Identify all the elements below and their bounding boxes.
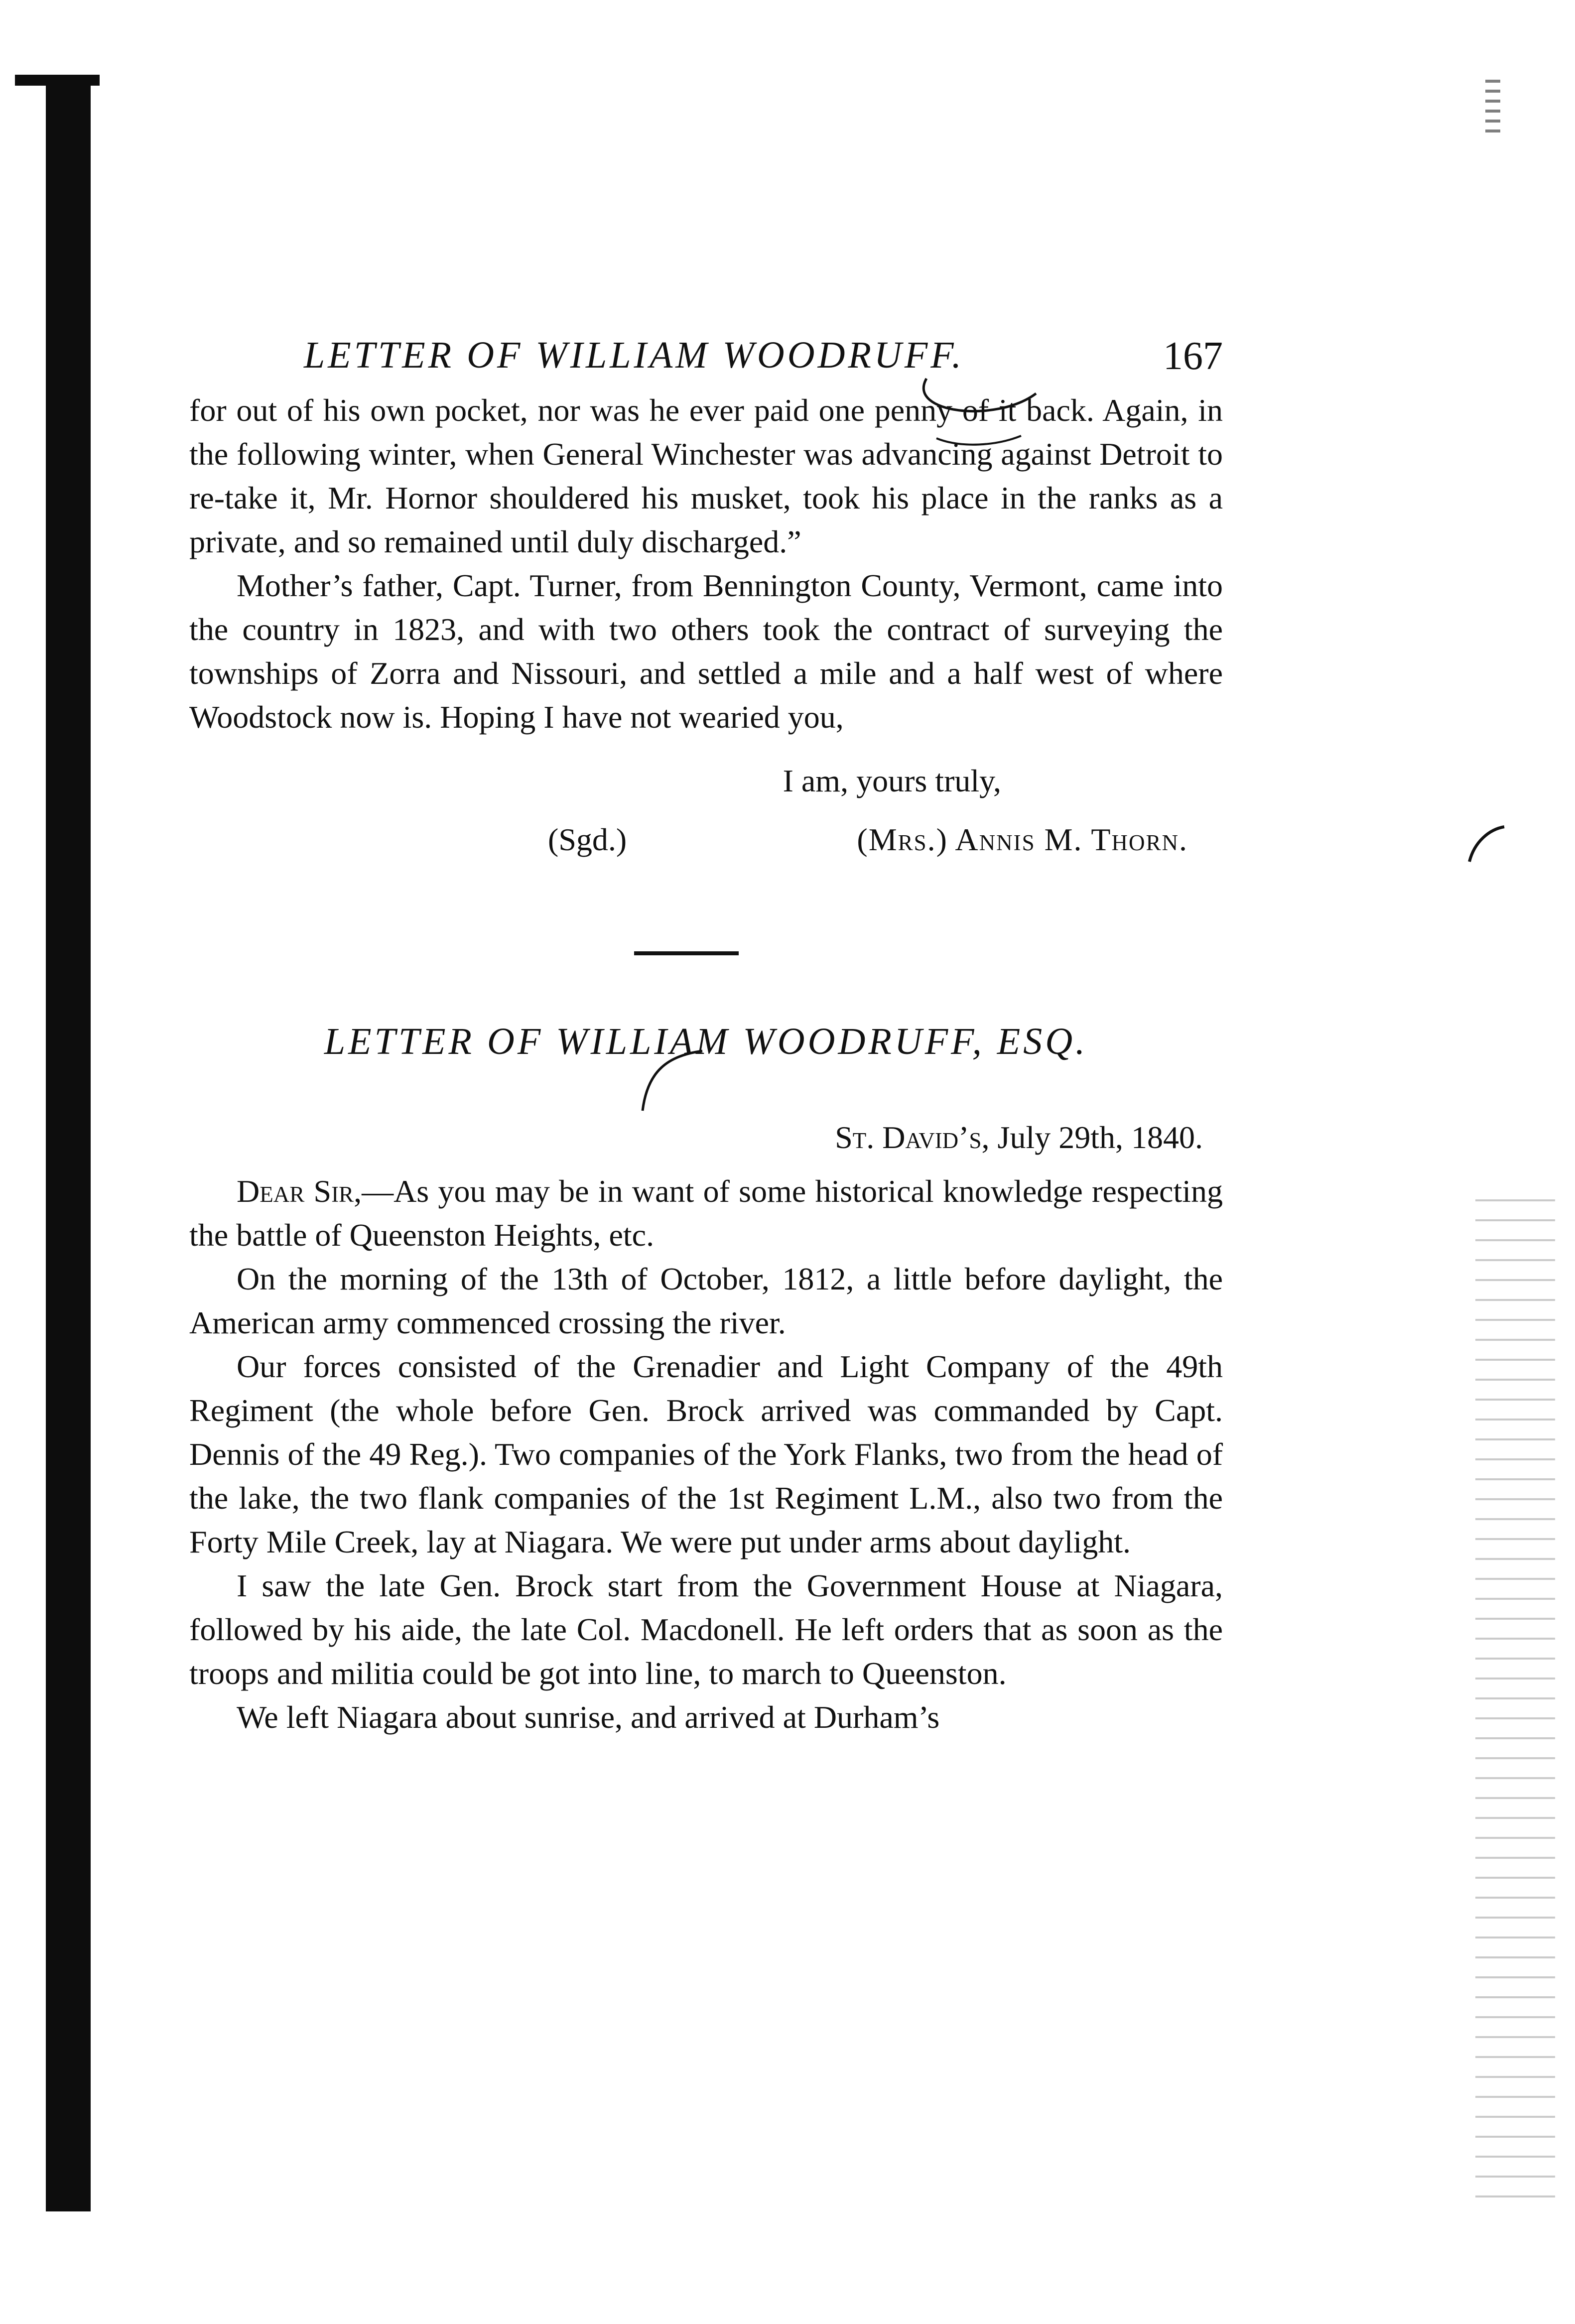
- paragraph: Our forces consisted of the Grenadier and Light Company of the 49th Regiment (the whole before Gen. Brock arrived was commanded by Capt. Dennis of the 49 Reg.). Two companies of the York Flanks, two from the head of the lake, the two flank companies of the 1st Regiment L.M., also two from the Forty Mile Creek, lay at Niagara. We were put under arms about daylight.: [189, 1349, 1223, 1559]
- section-heading: LETTER OF WILLIAM WOODRUFF, ESQ.: [324, 1021, 1088, 1062]
- salutation-paragraph: [189, 1169, 1223, 1257]
- paragraph-text: —As you may be in want of some historical knowledge respecting the battle of Queenston Heights, etc.: [189, 1173, 1223, 1253]
- book-page: [189, 324, 1223, 1739]
- paragraph: On the morning of the 13th of October, 1812, a little before daylight, the American army commenced crossing the river.: [189, 1261, 1223, 1340]
- salutation: Dear Sir,: [237, 1173, 362, 1209]
- letter-body: [189, 1169, 1223, 1739]
- letter-closing: I am, yours truly,: [783, 763, 1001, 798]
- page-edge-marks-top: [1485, 75, 1500, 139]
- paragraph: Mother’s father, Capt. Turner, from Bennington County, Vermont, came into the country in 1823, and with two others took the contract of surveying the townships of Zorra and Nissouri, and settled a mile and a half west of where Woodstock now is. Hoping I have not wearied you,: [189, 568, 1223, 735]
- signer-name: (Mrs.) Annis M. Thorn.: [857, 822, 1188, 857]
- signature-line: [189, 818, 1223, 862]
- body-text-top: [189, 388, 1223, 739]
- page-number: 167: [1163, 334, 1223, 378]
- dateline-place: St. David’s,: [835, 1120, 990, 1155]
- paragraph-continued: for out of his own pocket, nor was he ever paid one penny of it back. Again, in the following winter, when General Winchester was advancing against Detroit to re-take it, Mr. Hornor shouldered his musket, took his place in the ranks as a private, and so remained until duly discharged.”: [189, 392, 1223, 559]
- binding-edge: [46, 75, 91, 2211]
- dateline: [189, 1116, 1223, 1160]
- page-edge-marks: [1475, 1185, 1555, 2206]
- paragraph: I saw the late Gen. Brock start from the Government House at Niagara, followed by his aide, the late Col. Macdonell. He left orders that as soon as the troops and militia could be got into line, to march to Queenston.: [189, 1568, 1223, 1691]
- running-head-title: LETTER OF WILLIAM WOODRUFF.: [304, 334, 964, 376]
- dateline-date: July 29th, 1840.: [997, 1120, 1203, 1155]
- section-divider: [634, 951, 739, 955]
- running-head: [189, 324, 1223, 388]
- pencil-stroke-mark: [1469, 827, 1504, 862]
- paragraph: We left Niagara about sunrise, and arrived at Durham’s: [237, 1699, 940, 1735]
- sgd-mark: (Sgd.): [548, 822, 627, 857]
